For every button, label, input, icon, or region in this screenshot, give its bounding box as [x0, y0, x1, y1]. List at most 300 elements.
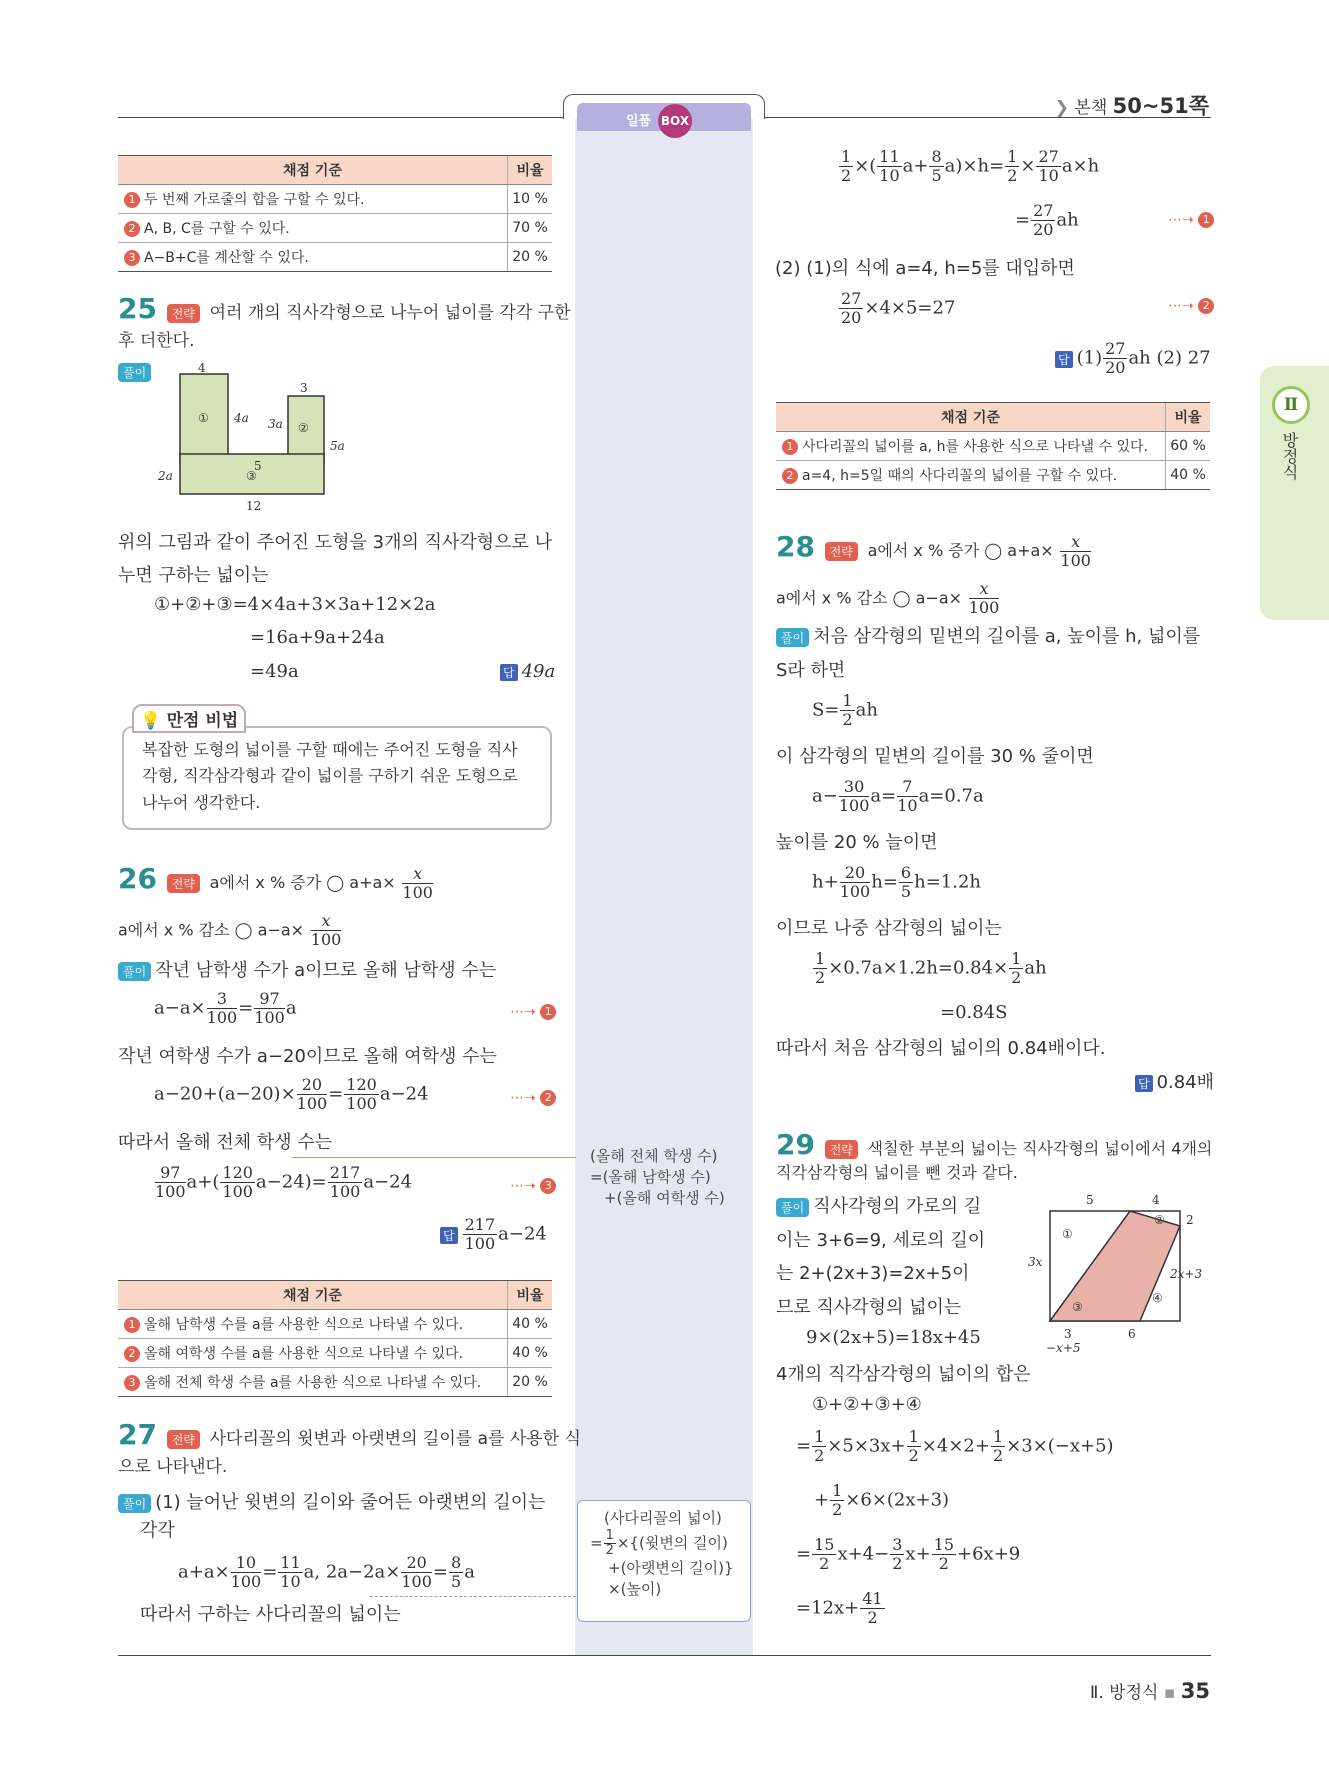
- eq-part: a−20+(a−20)×: [154, 1083, 296, 1105]
- memo-line: +(아랫변의 길이)}: [608, 1559, 734, 1577]
- denominator: 20: [1105, 358, 1126, 377]
- q29-line-2: 이는 3+6=9, 세로의 길이: [776, 1230, 986, 1251]
- eq-part: ×(: [854, 155, 877, 177]
- label-right-2: 2: [1186, 1213, 1194, 1227]
- numerator: 27: [1105, 339, 1126, 358]
- numerator: 8: [451, 1553, 462, 1572]
- numerator: 3: [892, 1535, 903, 1554]
- denominator: 100: [838, 796, 870, 815]
- arrow-icon: ⋯➝: [1168, 212, 1194, 228]
- arrow-icon: ⋯➝: [1168, 298, 1194, 314]
- denominator: 2: [938, 1554, 949, 1573]
- table-q24-scoring: [118, 155, 552, 272]
- numerator: 1: [842, 691, 853, 710]
- label-bottom-6: 6: [1128, 1327, 1136, 1341]
- table-header-criteria: 채점 기준: [118, 1281, 508, 1310]
- answer-icon: 답: [1135, 1075, 1153, 1092]
- numerator: 1: [815, 949, 826, 968]
- memo-connector-dashed: [370, 1596, 576, 1597]
- numerator: 20: [840, 864, 871, 883]
- denominator: 100: [254, 1008, 285, 1027]
- q27-line-3: 따라서 구하는 사다리꼴의 넓이는: [140, 1604, 401, 1625]
- numerator: x: [969, 580, 1000, 599]
- numerator: 1: [841, 147, 852, 166]
- denominator: 100: [968, 598, 1000, 617]
- strategy-text: a에서 x % 감소 ◯ a−a×: [776, 588, 963, 608]
- denominator: 100: [464, 1234, 496, 1253]
- q28-line-3: 이 삼각형의 밑변의 길이를 30 % 줄이면: [776, 746, 1094, 767]
- q29-eq-2: ①+②+③+④: [812, 1394, 922, 1415]
- q27-eq-1: [178, 1554, 475, 1591]
- region-4: ④: [1152, 1291, 1163, 1305]
- eq-part: =: [328, 1083, 344, 1105]
- eq-part: ah: [1056, 209, 1079, 231]
- denominator: 5: [931, 166, 942, 185]
- numerator: 1: [605, 1528, 614, 1543]
- q29-eq-5: [796, 1536, 1020, 1573]
- eq-part: a−24)=: [255, 1171, 327, 1193]
- table-row: [776, 461, 1210, 490]
- q29-eq-1: 9×(2x+5)=18x+45: [806, 1327, 981, 1348]
- denominator: 2: [908, 1446, 919, 1465]
- strategy-tag: 전략: [825, 1140, 858, 1159]
- q26-eq-2: [154, 1076, 429, 1113]
- denominator: 5: [900, 882, 912, 901]
- region-3: ③: [1072, 1300, 1083, 1314]
- denominator: 100: [839, 882, 871, 901]
- eq-part: a: [464, 1561, 475, 1583]
- table-row: [776, 432, 1210, 461]
- numerator: 1: [908, 1427, 919, 1446]
- eq-part: =: [590, 1534, 603, 1552]
- table-row: [118, 1339, 552, 1368]
- tip-title: [132, 704, 246, 733]
- q28-line-5: 이므로 나중 삼각형의 넓이는: [776, 918, 1002, 939]
- book-ref-pages: 50~51쪽: [1112, 94, 1209, 118]
- q28-line-2: S라 하면: [776, 660, 846, 681]
- label-3: 3: [300, 381, 308, 395]
- solution-text: 직사각형의 가로의 길: [813, 1196, 982, 1217]
- criteria-text: A−B+C를 계산할 수 있다.: [144, 250, 309, 266]
- criteria-text: 올해 남학생 수를 a를 사용한 식으로 나타낼 수 있다.: [144, 1317, 464, 1333]
- denominator: 5: [451, 1572, 462, 1591]
- denominator: 20: [841, 308, 862, 327]
- page-number: 35: [1180, 1679, 1211, 1703]
- center-memo-column: [575, 106, 753, 1655]
- memo-line: [590, 1529, 734, 1558]
- question-number: 25: [118, 292, 157, 325]
- strategy-text: 사다리꼴의 윗변과 아랫변의 길이를 a를 사용한 식: [209, 1429, 581, 1449]
- solution-label: 풀이: [776, 1198, 809, 1217]
- eq-part: a: [285, 997, 297, 1019]
- fraction: [1060, 533, 1091, 570]
- table-row: [118, 1368, 552, 1397]
- answer-part: (1): [1076, 347, 1103, 369]
- step-marker: 2: [1198, 298, 1214, 314]
- q26-marker-2: [510, 1090, 560, 1106]
- step-marker: 1: [124, 192, 140, 208]
- denominator: 10: [1038, 166, 1059, 185]
- q28-eq-3: [812, 864, 981, 901]
- numerator: 20: [297, 1076, 328, 1095]
- region-1: ①: [198, 411, 209, 425]
- answer-part: ah: [1128, 347, 1151, 369]
- fraction: [402, 865, 433, 902]
- denominator: 100: [329, 1182, 361, 1201]
- q28-strategy-2: [776, 580, 1000, 617]
- q25-figure: [150, 362, 370, 512]
- q26-eq-1: [154, 990, 297, 1027]
- eq-part: +: [814, 1489, 830, 1511]
- footer: [1090, 1678, 1210, 1703]
- eq-part: =: [796, 1435, 812, 1457]
- denominator: 100: [155, 1182, 186, 1201]
- step-marker: 1: [124, 1317, 140, 1333]
- eq-part: ×0.7a×1.2h=0.84×: [828, 957, 1009, 979]
- solution-label: 풀이: [118, 363, 151, 382]
- answer-icon: 답: [500, 664, 518, 681]
- q26-strategy-2: [118, 912, 342, 949]
- numerator: 7: [897, 778, 917, 797]
- q29-line-1: [776, 1192, 981, 1218]
- strategy-tag: 전략: [167, 874, 200, 893]
- memo-line: (올해 전체 학생 수): [590, 1147, 718, 1165]
- step-marker: 3: [540, 1178, 556, 1194]
- chevron-right-icon: ❯: [1054, 98, 1069, 118]
- memo-line: +(올해 여학생 수): [604, 1189, 725, 1207]
- box-badge: BOX: [658, 104, 692, 138]
- q25-eq-1: ①+②+③=4×4a+3×3a+12×2a: [154, 594, 436, 615]
- denominator: 2: [992, 1446, 1004, 1465]
- chapter-number-icon: Ⅱ: [1272, 386, 1310, 424]
- criteria-text: 올해 전체 학생 수를 a를 사용한 식으로 나타낼 수 있다.: [144, 1375, 482, 1391]
- table-header-ratio: 비율: [508, 156, 553, 185]
- label-top-5: 5: [1086, 1193, 1094, 1207]
- label-5: 5: [254, 459, 262, 473]
- label-12: 12: [246, 499, 262, 512]
- table-row: [118, 185, 552, 214]
- q25-text-2: 누면 구하는 넓이는: [118, 565, 269, 586]
- question-number: 27: [118, 1418, 157, 1451]
- eq-part: =12x+: [796, 1597, 860, 1619]
- eq-part: ah: [1024, 957, 1047, 979]
- criteria-text: 두 번째 가로줄의 합을 구할 수 있다.: [144, 192, 365, 208]
- denominator: 100: [402, 882, 433, 902]
- q25-strategy-cont: 후 더한다.: [118, 331, 195, 351]
- eq-part: =: [432, 1561, 448, 1583]
- region-3: ③: [246, 469, 257, 483]
- arrow-icon: ⋯➝: [510, 1178, 536, 1194]
- numerator: 1: [992, 1427, 1004, 1446]
- step-marker: 3: [124, 250, 140, 266]
- denominator: 100: [1060, 550, 1091, 570]
- denominator: 100: [346, 1094, 377, 1113]
- denominator: 2: [841, 166, 852, 185]
- criteria-text: 올해 여학생 수를 a를 사용한 식으로 나타낼 수 있다.: [144, 1346, 464, 1362]
- strategy-text: 여러 개의 직사각형으로 나누어 넓이를 각각 구한: [209, 303, 571, 323]
- numerator: 217: [464, 1215, 496, 1234]
- answer-value: 0.84배: [1156, 1072, 1215, 1093]
- numerator: 217: [329, 1163, 361, 1182]
- numerator: x: [311, 912, 342, 931]
- eq-part: +6x+9: [957, 1543, 1021, 1565]
- arrow-icon: ⋯➝: [510, 1004, 536, 1020]
- eq-part: =: [262, 1561, 278, 1583]
- q28-answer: [1135, 1068, 1214, 1094]
- table-q27-scoring: [776, 402, 1210, 490]
- memo-text: ×{(윗변의 길이): [616, 1534, 728, 1552]
- memo-line: =(올해 남학생 수): [590, 1168, 711, 1186]
- q27-line-1: [118, 1488, 545, 1514]
- eq-part: ×6×(2x+3): [845, 1489, 950, 1511]
- denominator: 10: [879, 166, 900, 185]
- strategy-tag: 전략: [825, 542, 858, 561]
- numerator: 11: [280, 1553, 301, 1572]
- eq-part: =: [796, 1543, 812, 1565]
- q26-heading: [118, 862, 434, 902]
- q29-eq-6: [796, 1590, 886, 1627]
- q28-eq-1: [812, 692, 878, 729]
- step-marker: 2: [124, 221, 140, 237]
- q25-heading: [118, 292, 571, 325]
- footer-chapter: Ⅱ. 방정식: [1090, 1683, 1159, 1703]
- region-2: ②: [298, 421, 309, 435]
- eq-part: a+(: [186, 1171, 220, 1193]
- lightbulb-icon: 💡: [140, 711, 162, 731]
- denominator: 2: [892, 1554, 903, 1573]
- ratio-cell: 40 %: [508, 1310, 553, 1339]
- right-line-2: (2) (1)의 식에 a=4, h=5를 대입하면: [775, 258, 1075, 279]
- eq-part: a−a×: [154, 997, 206, 1019]
- eq-part: =: [238, 997, 254, 1019]
- denominator: 2: [1007, 166, 1018, 185]
- strategy-tag: 전략: [167, 304, 200, 323]
- ratio-cell: 20 %: [508, 243, 553, 272]
- footer-separator-icon: ▪: [1163, 1683, 1176, 1703]
- numerator: 120: [346, 1075, 377, 1094]
- denominator: 10: [280, 1572, 301, 1591]
- fraction: [969, 580, 1000, 617]
- numerator: 97: [155, 1164, 186, 1183]
- solution-text: 작년 남학생 수가 a이므로 올해 남학생 수는: [155, 960, 497, 981]
- q25-eq-3: =49a: [250, 661, 299, 682]
- question-number: 28: [776, 530, 815, 563]
- eq-part: a−24: [379, 1083, 429, 1105]
- denominator: 20: [1033, 220, 1054, 239]
- q27-strategy-cont: 으로 나타낸다.: [118, 1457, 228, 1477]
- eq-part: a+a×: [178, 1561, 230, 1583]
- q29-strategy-cont: 직각삼각형의 넓이를 뺀 것과 같다.: [776, 1163, 1018, 1182]
- strategy-text: a에서 x % 증가 ◯ a+a×: [209, 873, 396, 892]
- numerator: 20: [401, 1554, 432, 1573]
- right-eq-1: [838, 148, 1099, 185]
- criteria-text: 사다리꼴의 넓이를 a, h를 사용한 식으로 나타낼 수 있다.: [802, 439, 1148, 455]
- ratio-cell: 60 %: [1166, 432, 1211, 461]
- numerator: 1: [1011, 949, 1022, 968]
- tip-title-text: 만점 비법: [166, 711, 239, 731]
- chapter-side-label: 방정식: [1280, 432, 1299, 480]
- answer-icon: 답: [1055, 351, 1073, 368]
- q25-text-1: 위의 그림과 같이 주어진 도형을 3개의 직사각형으로 나: [118, 532, 553, 553]
- ratio-cell: 70 %: [508, 214, 553, 243]
- q26-line-3: 따라서 올해 전체 학생 수는: [118, 1132, 333, 1153]
- strategy-text: a에서 x % 감소 ◯ a−a×: [118, 920, 305, 940]
- eq-part: h=: [871, 871, 898, 893]
- step-marker: 1: [540, 1004, 556, 1020]
- memo-line: ×(높이): [608, 1580, 662, 1598]
- answer-value: a−24: [498, 1223, 547, 1245]
- q26-marker-1: [510, 1004, 560, 1020]
- eq-part: a+: [902, 155, 929, 177]
- denominator: 10: [897, 796, 918, 815]
- table-row: [118, 243, 552, 272]
- memo-line: (사다리꼴의 넓이): [604, 1509, 722, 1527]
- numerator: 1: [1007, 147, 1018, 166]
- q29-line-5: 4개의 직각삼각형의 넓이의 합은: [776, 1364, 1031, 1385]
- right-eq-2: [1015, 202, 1079, 239]
- right-answer: [1055, 340, 1211, 377]
- ilpum-label: 일품: [626, 114, 652, 129]
- label-right-2x3: 2x+3: [1170, 1267, 1203, 1281]
- numerator: 30: [839, 778, 870, 797]
- eq-part: a)×h=: [944, 155, 1005, 177]
- tip-line-2: 각형, 직각삼각형과 같이 넓이를 구하기 쉬운 도형으로: [142, 766, 518, 785]
- step-marker: 2: [124, 1346, 140, 1362]
- book-reference: [1055, 90, 1209, 120]
- strategy-text: a에서 x % 증가 ◯ a+a×: [867, 541, 1054, 560]
- q29-eq-3: [796, 1428, 1114, 1465]
- denominator: 100: [230, 1572, 262, 1591]
- eq-part: x+4−: [837, 1543, 890, 1565]
- table-row: [118, 214, 552, 243]
- fraction: [311, 912, 342, 949]
- numerator: 27: [841, 289, 862, 308]
- q29-line-3: 는 2+(2x+3)=2x+5이: [776, 1263, 970, 1284]
- region-2: ②: [1154, 1213, 1165, 1227]
- eq-part: ah: [855, 699, 878, 721]
- label-bottom-neg-x5: −x+5: [1046, 1341, 1081, 1355]
- question-number: 29: [776, 1128, 815, 1161]
- tip-line-3: 나누어 생각한다.: [142, 793, 261, 812]
- denominator: 2: [819, 1554, 830, 1573]
- q25-eq-2: =16a+9a+24a: [250, 627, 385, 648]
- solution-label: 풀이: [118, 1494, 151, 1513]
- eq-part: a=0.7a: [918, 785, 984, 807]
- table-header-criteria: 채점 기준: [118, 156, 508, 185]
- ratio-cell: 20 %: [508, 1368, 553, 1397]
- eq-part: h=1.2h: [914, 871, 982, 893]
- memo-q27: [590, 1508, 734, 1600]
- q27-line-2: 각각: [140, 1520, 175, 1541]
- numerator: 11: [879, 147, 900, 166]
- q26-answer: [440, 1216, 547, 1253]
- denominator: 2: [815, 968, 826, 987]
- strategy-text: 색칠한 부분의 넓이는 직사각형의 넓이에서 4개의: [867, 1139, 1213, 1158]
- step-marker: 1: [1198, 212, 1214, 228]
- denominator: 2: [814, 1446, 825, 1465]
- eq-part: h+: [812, 871, 839, 893]
- memo-connector-line: [292, 1157, 576, 1158]
- book-ref-prefix: 본책: [1074, 98, 1108, 118]
- q26-line-2: 작년 여학생 수가 a−20이므로 올해 여학생 수는: [118, 1046, 497, 1067]
- ratio-cell: 40 %: [1166, 461, 1211, 490]
- numerator: 15: [814, 1535, 835, 1554]
- q29-figure: [1020, 1186, 1220, 1356]
- q27-heading: [118, 1418, 581, 1451]
- answer-part: (2) 27: [1156, 347, 1211, 369]
- denominator: 2: [867, 1608, 878, 1627]
- label-4: 4: [198, 362, 206, 375]
- criteria-text: A, B, C를 구할 수 있다.: [144, 221, 290, 237]
- eq-part: a, 2a−2a×: [303, 1561, 401, 1583]
- q28-eq-2: [812, 778, 984, 815]
- step-marker: 2: [540, 1090, 556, 1106]
- bottom-rule: [118, 1655, 1211, 1656]
- numerator: 10: [231, 1554, 262, 1573]
- step-marker: 3: [124, 1375, 140, 1391]
- tip-line-1: 복잡한 도형의 넓이를 구할 때에는 주어진 도형을 직사: [142, 740, 518, 759]
- ratio-cell: 10 %: [508, 185, 553, 214]
- eq-part: ×3×(−x+5): [1006, 1435, 1114, 1457]
- eq-part: a=: [870, 785, 897, 807]
- question-number: 26: [118, 862, 157, 895]
- q28-eq-4: [812, 950, 1047, 987]
- label-left-3x: 3x: [1028, 1255, 1043, 1269]
- eq-part: ×4×2+: [921, 1435, 990, 1457]
- numerator: 41: [862, 1589, 883, 1608]
- denominator: 100: [206, 1008, 238, 1027]
- answer-icon: 답: [440, 1227, 458, 1244]
- denominator: 2: [1011, 968, 1022, 987]
- denominator: 2: [605, 1543, 614, 1558]
- numerator: x: [402, 865, 433, 884]
- numerator: 1: [814, 1427, 825, 1446]
- answer-value: 49a: [521, 661, 556, 682]
- ratio-cell: 40 %: [508, 1339, 553, 1368]
- strategy-tag: 전략: [167, 1430, 200, 1449]
- memo-q26: [590, 1146, 725, 1209]
- eq-part: ×: [1020, 155, 1036, 177]
- label-bottom-3: 3: [1064, 1327, 1072, 1341]
- right-eq-3: [838, 290, 955, 327]
- eq-part: ×5×3x+: [827, 1435, 906, 1457]
- label-3a: 3a: [268, 417, 283, 431]
- q28-line-4: 높이를 20 % 늘이면: [776, 832, 938, 853]
- numerator: x: [1060, 533, 1091, 552]
- label-2a: 2a: [158, 469, 173, 483]
- solution-label: 풀이: [776, 628, 809, 647]
- numerator: 27: [1033, 201, 1054, 220]
- step-marker: 2: [782, 468, 798, 484]
- step-marker: 1: [782, 439, 798, 455]
- table-q26-scoring: [118, 1280, 552, 1397]
- chapter-side-tab[interactable]: [1260, 366, 1329, 620]
- eq-part: a−24: [363, 1171, 413, 1193]
- right-marker-1: [1168, 212, 1218, 228]
- q29-line-4: 므로 직사각형의 넓이는: [776, 1297, 962, 1318]
- denominator: 100: [401, 1572, 432, 1591]
- table-header-ratio: 비율: [508, 1281, 553, 1310]
- table-header-criteria: 채점 기준: [776, 403, 1166, 432]
- denominator: 2: [842, 710, 853, 729]
- label-5a: 5a: [330, 439, 345, 453]
- solution-label: 풀이: [118, 962, 151, 981]
- denominator: 100: [310, 930, 342, 949]
- solution-text: 처음 삼각형의 밑변의 길이를 a, 높이를 h, 넓이를: [813, 626, 1201, 647]
- denominator: 100: [222, 1182, 253, 1201]
- q25-answer: [500, 661, 555, 682]
- arrow-icon: ⋯➝: [510, 1090, 536, 1106]
